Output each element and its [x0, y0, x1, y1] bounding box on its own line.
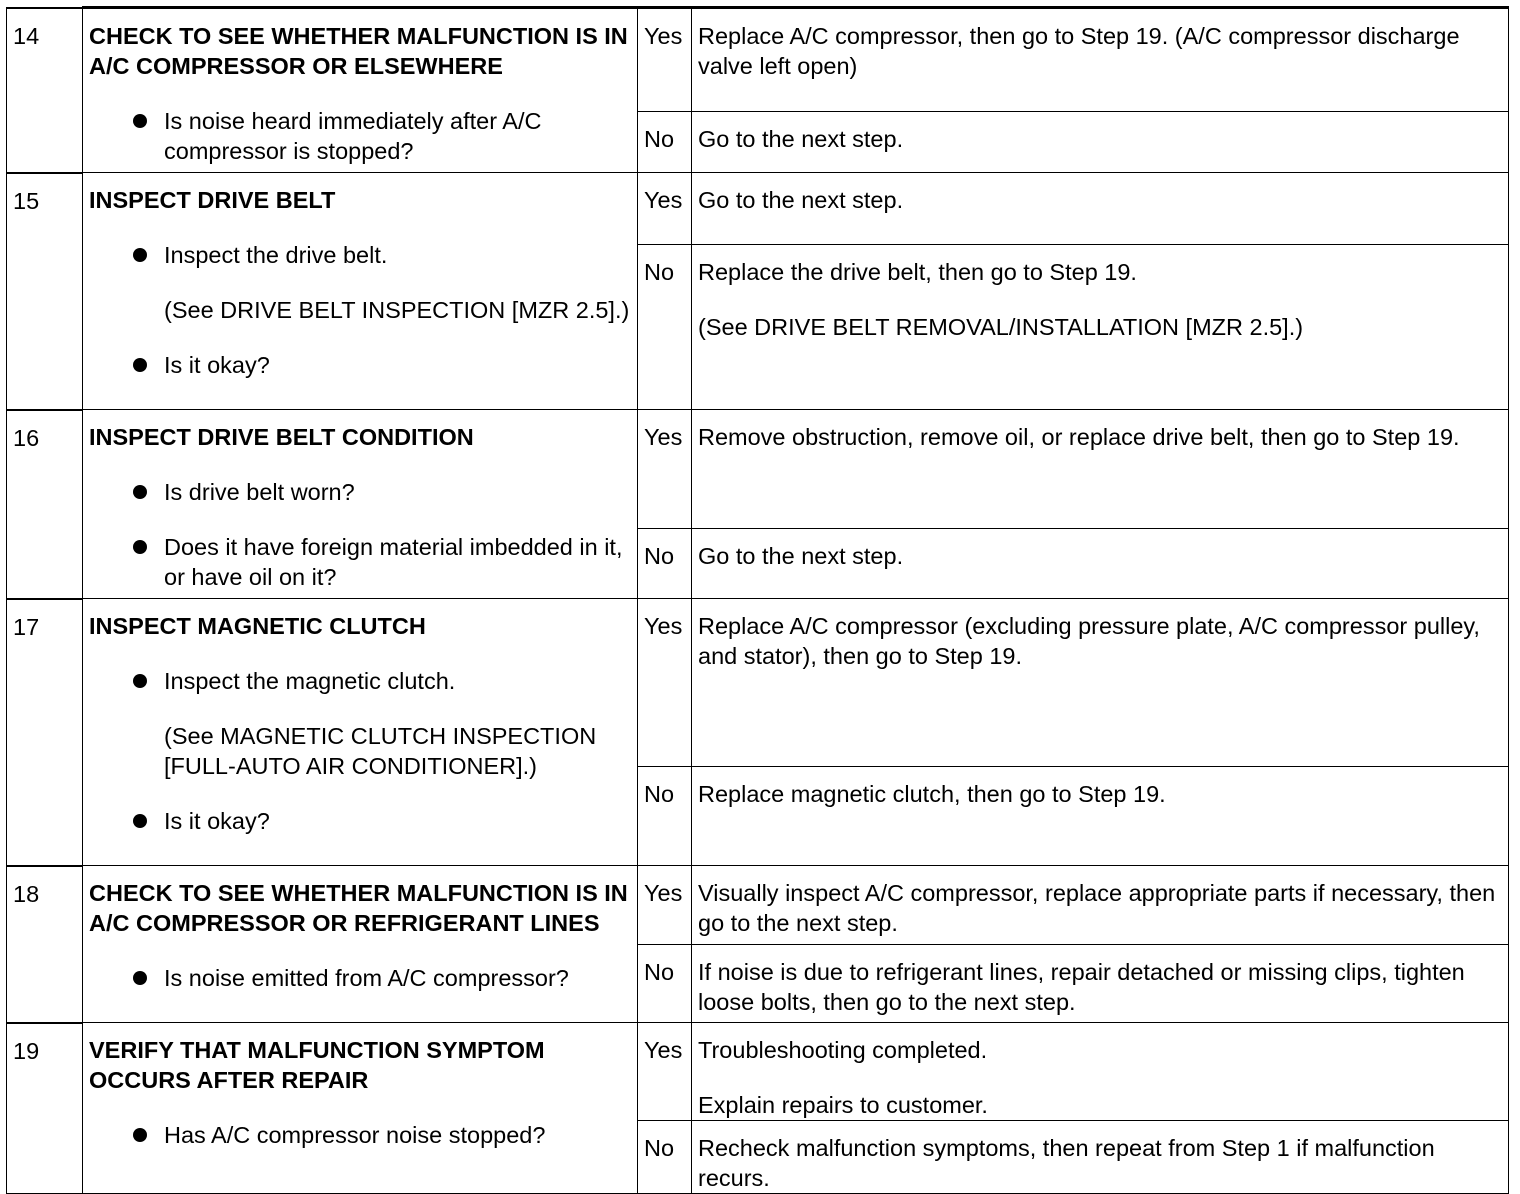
bullet-item [89, 963, 633, 993]
yes-action: Replace A/C compressor, then go to Step 19. (A/C compressor discharge valve left open) [692, 8, 1509, 112]
bullet-item [89, 477, 633, 507]
no-action: Recheck malfunction symptoms, then repeat from Step 1 if malfunction recurs. [692, 1121, 1509, 1194]
no-action [692, 245, 1509, 410]
step-number: 16 [7, 410, 83, 599]
bullet-icon [133, 814, 147, 828]
step-title: INSPECT MAGNETIC CLUTCH [89, 613, 426, 639]
no-action: If noise is due to refrigerant lines, repair detached or missing clips, tighten loose bolts, then go to the next step. [692, 945, 1509, 1023]
step-title: VERIFY THAT MALFUNCTION SYMPTOM OCCURS AFTER REPAIR [89, 1037, 545, 1093]
bullet-icon [133, 358, 147, 372]
bullet-item [89, 532, 633, 592]
step-row [7, 410, 1509, 529]
bullet-text: Does it have foreign material imbedded in it, or have oil on it? [164, 534, 623, 590]
bullet-text: Inspect the magnetic clutch. [164, 668, 456, 694]
bullet-item [89, 106, 633, 166]
yes-label: Yes [638, 8, 692, 112]
troubleshooting-table [6, 6, 1509, 1194]
step-description [83, 173, 638, 410]
no-label: No [638, 529, 692, 599]
no-label: No [638, 1121, 692, 1194]
no-action-text: Replace the drive belt, then go to Step 19. [698, 259, 1137, 285]
step-title: CHECK TO SEE WHETHER MALFUNCTION IS IN A/C COMPRESSOR OR REFRIGERANT LINES [89, 880, 628, 936]
step-row [7, 866, 1509, 945]
no-label: No [638, 111, 692, 172]
yes-action: Visually inspect A/C compressor, replace appropriate parts if necessary, then go to the next step. [692, 866, 1509, 945]
step-title: CHECK TO SEE WHETHER MALFUNCTION IS IN A/C COMPRESSOR OR ELSEWHERE [89, 23, 628, 79]
reference-note: (See MAGNETIC CLUTCH INSPECTION [FULL-AUTO AIR CONDITIONER].) [164, 723, 597, 779]
bullet-icon [133, 971, 147, 985]
bullet-text: Is it okay? [164, 808, 270, 834]
step-description [83, 1023, 638, 1194]
bullet-item [89, 806, 633, 836]
step-description [83, 8, 638, 173]
bullet-item [89, 1120, 633, 1150]
step-title: INSPECT DRIVE BELT [89, 187, 336, 213]
bullet-text: Is noise heard immediately after A/C compressor is stopped? [164, 108, 542, 164]
yes-label: Yes [638, 410, 692, 529]
bullet-icon [133, 540, 147, 554]
no-label: No [638, 767, 692, 866]
yes-label: Yes [638, 173, 692, 245]
bullet-text: Has A/C compressor noise stopped? [164, 1122, 546, 1148]
yes-action-note: Explain repairs to customer. [698, 1092, 988, 1118]
no-label: No [638, 245, 692, 410]
bullet-icon [133, 114, 147, 128]
no-label: No [638, 945, 692, 1023]
no-action: Go to the next step. [692, 111, 1509, 172]
no-action-reference: (See DRIVE BELT REMOVAL/INSTALLATION [MZR 2.5].) [698, 314, 1304, 340]
yes-label: Yes [638, 1023, 692, 1121]
bullet-text: Is noise emitted from A/C compressor? [164, 965, 569, 991]
step-row [7, 599, 1509, 767]
step-title: INSPECT DRIVE BELT CONDITION [89, 424, 474, 450]
yes-action [692, 1023, 1509, 1121]
bullet-icon [133, 674, 147, 688]
yes-label: Yes [638, 599, 692, 767]
step-row [7, 1023, 1509, 1121]
no-action: Replace magnetic clutch, then go to Step 19. [692, 767, 1509, 866]
bullet-item [89, 350, 633, 380]
step-number: 15 [7, 173, 83, 410]
bullet-icon [133, 248, 147, 262]
step-number: 19 [7, 1023, 83, 1194]
step-description [83, 599, 638, 866]
yes-action-text: Troubleshooting completed. [698, 1037, 988, 1063]
yes-action: Replace A/C compressor (excluding pressure plate, A/C compressor pulley, and stator), then go to Step 19. [692, 599, 1509, 767]
bullet-text: Inspect the drive belt. [164, 242, 388, 268]
reference-note: (See DRIVE BELT INSPECTION [MZR 2.5].) [164, 297, 630, 323]
step-number: 18 [7, 866, 83, 1023]
step-row [7, 173, 1509, 245]
bullet-icon [133, 1128, 147, 1142]
step-description [83, 410, 638, 599]
no-action: Go to the next step. [692, 529, 1509, 599]
step-description [83, 866, 638, 1023]
bullet-item [89, 666, 633, 696]
bullet-item [89, 240, 633, 270]
bullet-icon [133, 485, 147, 499]
step-number: 17 [7, 599, 83, 866]
bullet-text: Is drive belt worn? [164, 479, 355, 505]
yes-action: Remove obstruction, remove oil, or replace drive belt, then go to Step 19. [692, 410, 1509, 529]
yes-action: Go to the next step. [692, 173, 1509, 245]
yes-label: Yes [638, 866, 692, 945]
step-row [7, 8, 1509, 112]
step-number: 14 [7, 8, 83, 173]
bullet-text: Is it okay? [164, 352, 270, 378]
